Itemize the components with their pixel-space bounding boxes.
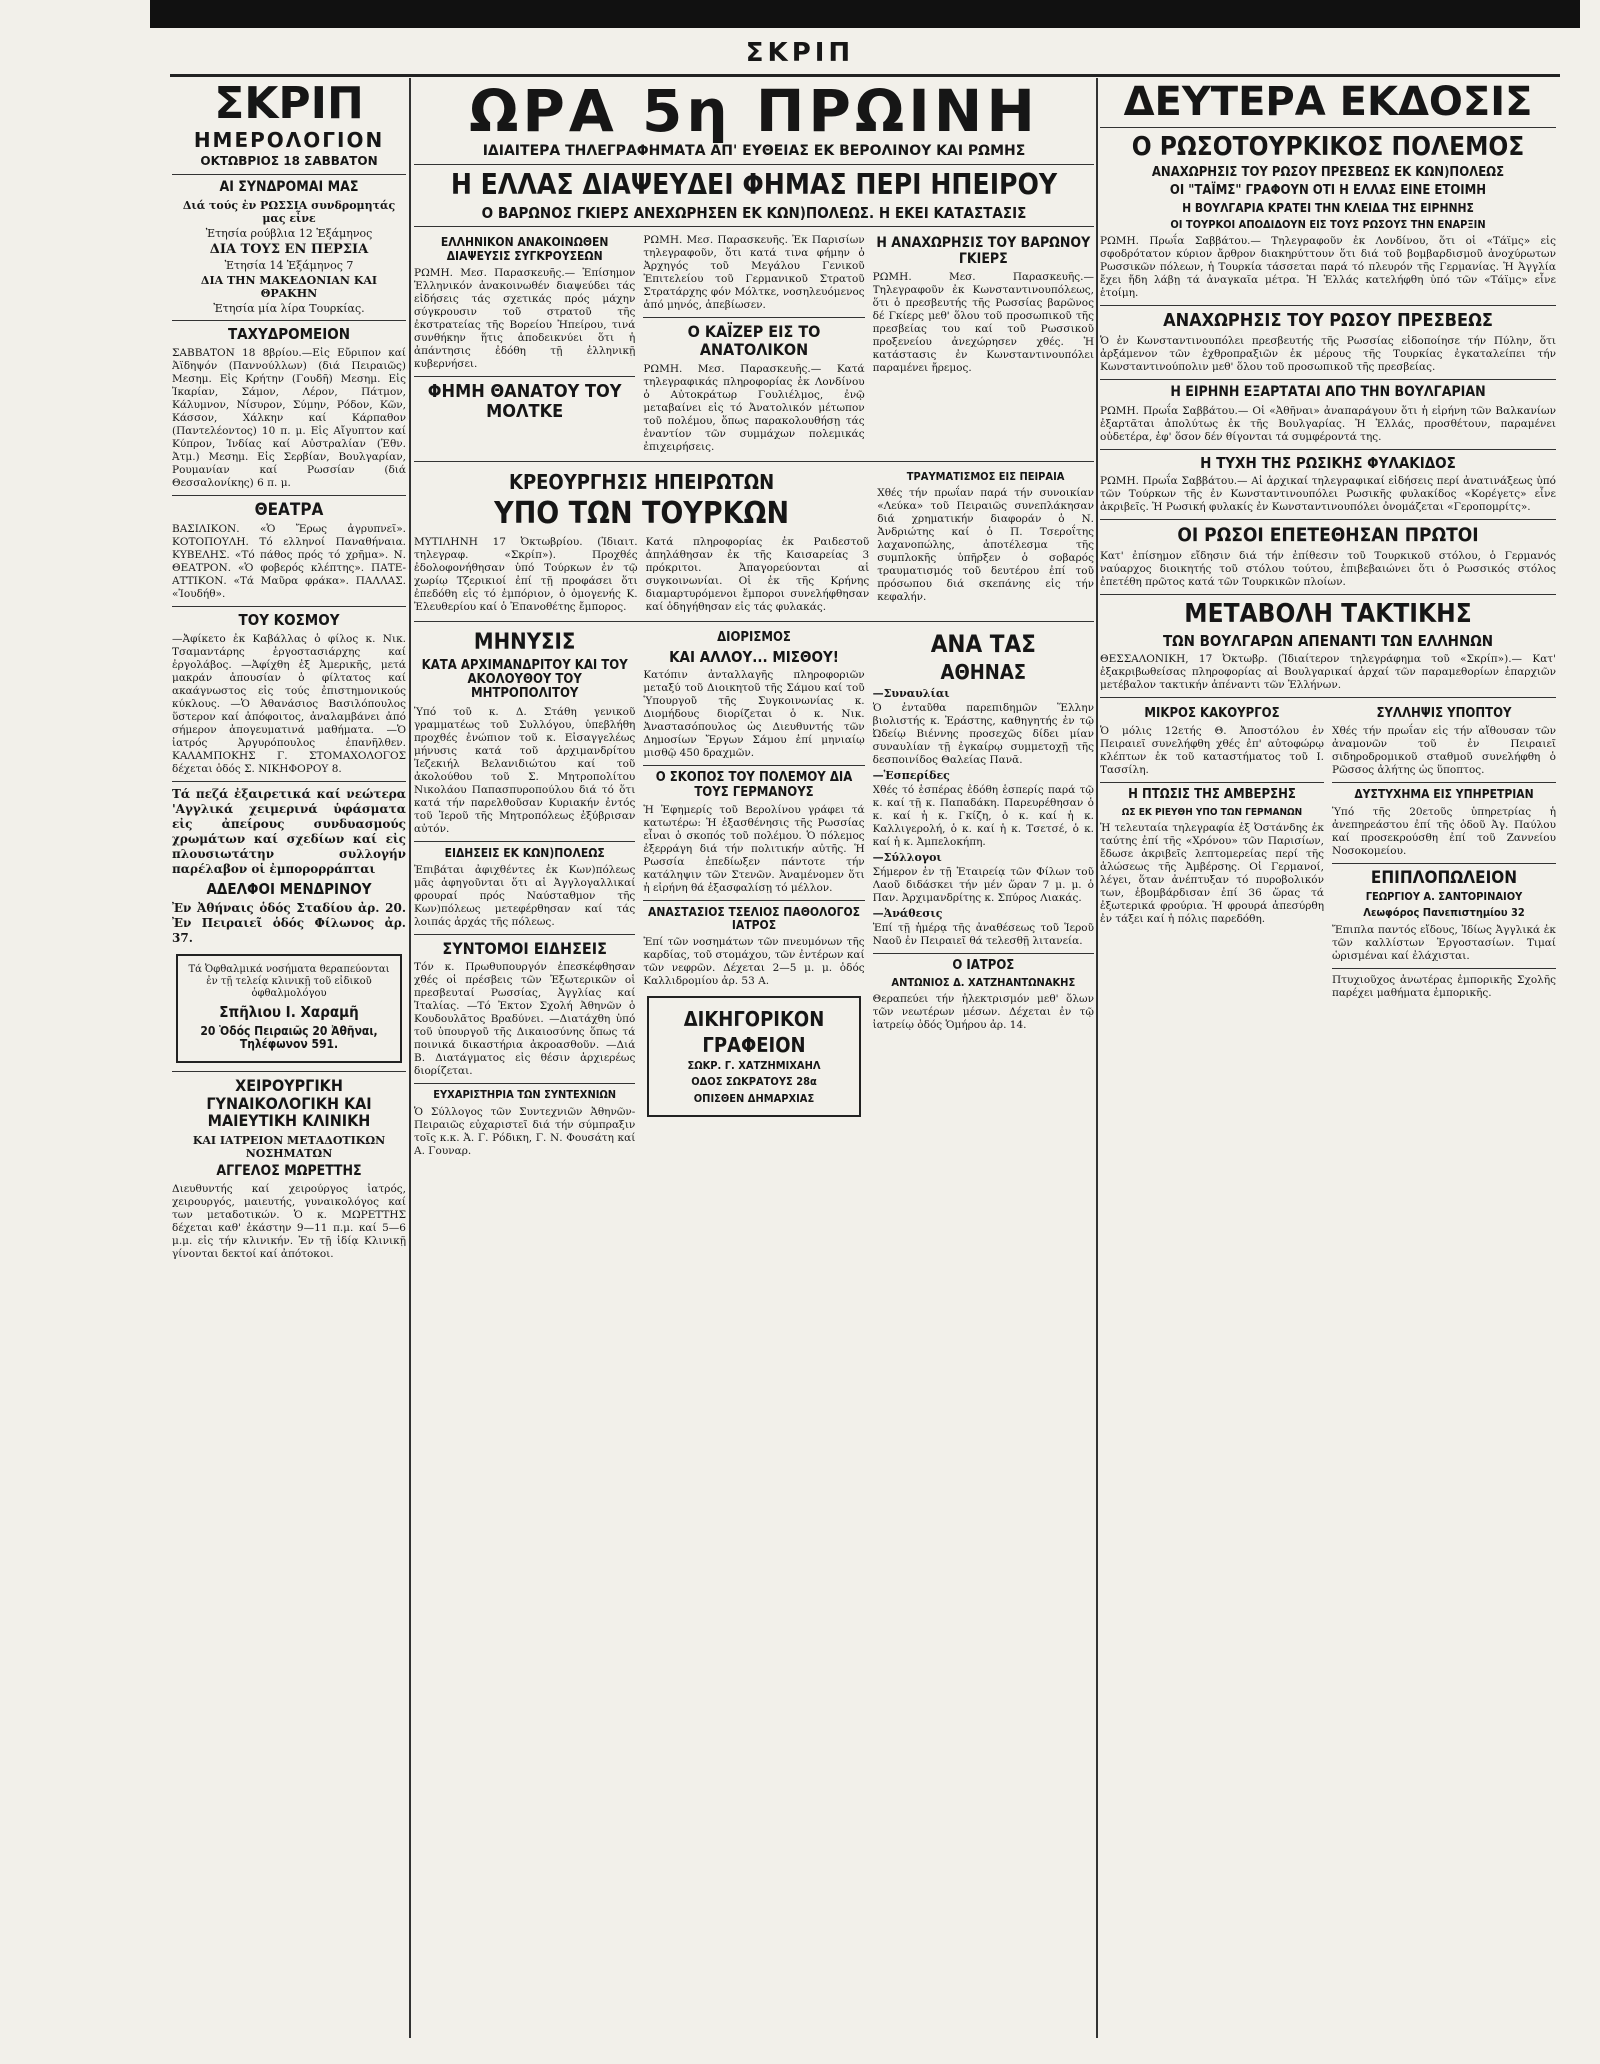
left-column xyxy=(172,82,406,2042)
law-office-heading: ΔΙΚΗΓΟΡΙΚΟΝ xyxy=(683,1007,825,1032)
article-heading: ΚΑΙ ΑΛΛΟΥ... ΜΙΣΘΟΥ! xyxy=(669,647,839,666)
divider xyxy=(1100,379,1556,380)
lower-articles xyxy=(414,627,1094,1160)
article-text: Χθές τήν πρωΐαν παρά τήν συνοικίαν «Λεύκα» τοῦ Πειραιῶς συνεπλάκησαν διά χρηματικήν διαφοράν ὁ Ν. Ἀνδριώτης καί ὁ Π. Τσεροΐτης λαχανοπώλης, ἀποτέλεσμα τῆς συμπλοκῆς ὑπῆρξεν ὁ σοβαρός τραυματισμός τοῦ δευτέρου ἐπί τοῦ πρόσωπου διά σκεπάνης εἰς τήν κεφαλήν. xyxy=(877,486,1094,603)
article-heading: ΑΝΑΧΩΡΗΣΙΣ ΤΟΥ ΡΩΣΟΥ ΠΡΕΣΒΕΩΣ xyxy=(1163,310,1493,332)
divider xyxy=(414,376,635,377)
post-office-text: ΣΑΒΒΑΤΟΝ 18 8βρίου.—Εἰς Εὔριπον καί Ἀϊδηψόν (Παννούλλων) (διά Πειραιῶς) Μεσημ. Εἰς Κρήτην (Γουδῆ) Μεσημ. Εἰς Ἰκαρίαν, Σάμον, Λέρον, Πάτμον, Κάλυμνον, Νίσυρον, Σύμην, Ρόδον, Κῶν, Κάσσον, Χάλκην καί Κάρπαθον (Παντελέοντος) 10 π. μ. Εἰς Αἴγυπτον καί Κύπρον, Ἰνδίας καί Αὐστραλίαν (Ἐθν. Ἀτμ.) Μεσημ. Εἰς Σερβίαν, Βουλγαρίαν, Ρουμανίαν καί Ρωσσίαν (διά Θεσσαλονίκης) 6 π. μ. xyxy=(172,346,406,489)
article-text: ΡΩΜΗ. Μεσ. Παρασκευῆς.— Κατά τηλεγραφικάς πληροφορίας ἐκ Λονδίνου ὁ Αὐτοκράτωρ Γουλιέλμος, ἐνῷ μεταβαίνει εἰς τό Ἀνατολικόν μέτωπον τοῦ πολέμου, ὅπως παρακολουθήσῃ τάς ἐναντίον τῶν συμμάχων πολεμικάς ἐπιχειρήσεις. xyxy=(643,362,865,453)
war-headline: Ο ΡΩΣΟΤΟΥΡΚΙΚΟΣ ΠΟΛΕΜΟΣ xyxy=(1131,132,1525,162)
article-text: Τόν κ. Πρωθυπουργόν ἐπεσκέφθησαν χθές οἱ πρέσβεις τῶν Ἐξωτερικῶν οἱ πρεσβευταί Ρωσσίας, Ἀγγλίας καί Ἰταλίας. —Τό Ἐκτον Σχολή Ἀθηνῶν ὁ Κουδουλᾶτος Βραδύνει. —Διατάχθη ὑπό τοῦ ὑπουργοῦ τῆς Δικαιοσύνης ὅπως τά ποινικά δικαστήρια ἀκροασθοῦν. —Διά Β. Διατάγματος εἰς θέσιν ἀρχιερέως διορίζεται. xyxy=(414,961,636,1078)
article-text: Ὁ Σύλλογος τῶν Συντεχνιῶν Ἀθηνῶν-Πειραιῶς εὐχαριστεῖ διά τήν σύμπραξιν τοῖς κ.κ. Ἀ. Γ. Ρόδικη, Γ. Ν. Φουσάτη καί Α. Γουναρ. xyxy=(414,1105,636,1157)
war-subheadline: ΟΙ ΤΟΥΡΚΟΙ ΑΠΟΔΙΔΟΥΝ ΕΙΣ ΤΟΥΣ ΡΩΣΟΥΣ ΤΗΝ ΕΝΑΡΞΙΝ xyxy=(1170,218,1486,232)
fabrics-ad-address: Ἐν Ἀθήναις ὁδός Σταδίου ἀρ. 20. Ἐν Πειραιεῖ ὁδός Φίλωνος ἀρ. 37. xyxy=(172,901,406,946)
article-text: Κατόπιν ἀνταλλαγῆς πληροφοριῶν μεταξύ τοῦ Διοικητοῦ τῆς Σάμου καί τοῦ Ὑπουργοῦ τῆς Συγκοινωνίας κ. Διομήδους διορίζεται ὁ κ. Νικ. Ἀναστασόπουλος ὡς Διευθυντής τῶν Δημοσίων Ἔργων Σάμου ἐπί μηνιαίῳ μισθῷ 450 δραχμῶν. xyxy=(643,669,865,760)
massacre-body xyxy=(414,534,869,616)
article-text: Χθές τό ἑσπέρας ἐδόθη ἑσπερίς παρά τῷ κ. καί τῇ κ. Παπαδάκη. Παρευρέθησαν ὁ κ. καί ἡ κ. Γκίζη, ὁ κ. καί ἡ κ. Καλλιγερολή, ὁ κ. καί ἡ κ. Τσετσέ, ὁ κ. καί ἡ κ. Ἀμπελοκήπη. xyxy=(872,783,1094,848)
ophthalmology-ad-name: Σπῆλιου Ι. Χαραμῆ xyxy=(219,1003,359,1022)
divider xyxy=(1100,519,1556,520)
article-heading: ΕΙΔΗΣΕΙΣ ΕΚ ΚΩΝ)ΠΟΛΕΩΣ xyxy=(444,845,605,860)
divider xyxy=(1332,782,1556,783)
article-text: Ὁ ἐν Κωνσταντινουπόλει πρεσβευτής τῆς Ρωσσίας εἰδοποίησε τήν Πύλην, ὅτι ἀρξάμενον τῶν ἐχθροπραξιῶν ἐκ μέρους τῆς Τουρκίας ἐγκαταλείπει τήν Κωνσταντινούπολιν μεθ' ὅλου τοῦ προσωπικοῦ τῆς πρεσβείας. xyxy=(1100,335,1556,374)
clinic-doctor: ΑΓΓΕΛΟΣ ΜΩΡΕΤΤΗΣ xyxy=(216,1163,362,1180)
war-subheadline: ΟΙ "ΤΑΪΜΣ" ΓΡΑΦΟΥΝ ΟΤΙ Η ΕΛΛΑΣ ΕΙΝΕ ΕΤΟΙΜΗ xyxy=(1169,182,1487,198)
divider xyxy=(414,164,1094,165)
law-office-note: ΟΠΙΣΘΕΝ ΔΗΜΑΡΧΙΑΣ xyxy=(693,1091,815,1105)
divider xyxy=(414,934,635,935)
divider xyxy=(1100,594,1556,595)
divider xyxy=(643,317,864,318)
article-heading: Η ΑΝΑΧΩΡΗΣΙΣ ΤΟΥ ΒΑΡΩΝΟΥ ΓΚΙΕΡΣ xyxy=(876,235,1091,267)
article-text: ΘΕΣΣΑΛΟΝΙΚΗ, 17 Ὀκτωβρ. (Ἰδιαίτερον τηλεγράφημα τοῦ «Σκρίπ»).— Κατ' ἐξακριβωθείσας πληροφορίας αἱ Βουλγαρικαί ἀρχαί τῶν παραμεθορίων ἐπαρχιῶν μετέβαλον τακτικήν ἀπέναντι τῶν Ἑλλήνων. xyxy=(1100,653,1556,692)
article-heading: Ο ΣΚΟΠΟΣ ΤΟΥ ΠΟΛΕΜΟΥ ΔΙΑ ΤΟΥΣ ΓΕΡΜΑΝΟΥΣ xyxy=(655,770,853,800)
divider xyxy=(414,621,1094,622)
article-text: Ὑπό τοῦ κ. Δ. Στάθη γενικοῦ γραμματέως τοῦ Συλλόγου, ὑπεβλήθη προχθές ἐνώπιον τοῦ κ. Εἰσαγγελέως μήνυσις κατά τοῦ ἀρχιμανδρίτου Ἰεζεκιήλ Βελανιδιώτου καί τοῦ ἀκολούθου τοῦ Σ. Μητροπολίτου Νικολάου Παπασπυροπούλου διά τό ὅτι κατά τήν παρελθοῦσαν Κυριακήν ἐντός τοῦ Ἱεροῦ τῆς Μητροπόλεως ἐξύβρισαν αὐτόν. xyxy=(414,705,636,835)
society-heading: ΤΟΥ ΚΟΣΜΟΥ xyxy=(238,611,340,630)
article-heading: ΜΗΝΥΣΙΣ xyxy=(473,629,576,655)
article-text: Ὁ μόλις 12ετής Θ. Ἀποστόλου ἐν Πειραιεῖ συνελήφθη χθές ἐπ' αὐτοφώρῳ κλέπτων ἐκ τοῦ καταστήματος τοῦ Ι. Τασσίλη. xyxy=(1100,725,1324,777)
law-office-address: ΟΔΟΣ ΣΩΚΡΑΤΟΥΣ 28α xyxy=(691,1075,817,1089)
top-rule xyxy=(170,74,1560,77)
article-text: Θεραπεύει τήν ἠλεκτρισμόν μεθ' ὅλων τῶν νεωτέρων μέσων. Δέχεται ἐν τῷ ἰατρείῳ ὁδός Ὁμήρου ἀρ. 14. xyxy=(872,993,1094,1032)
article-text: Ἐπιβάται ἀφιχθέντες ἐκ Κων)πόλεως μᾶς ἀφηγοῦνται ὅτι αἱ Ἀγγλογαλλικαί φρουραί πρός Ναύσταθμον τῆς Κων)πόλεως μετεφέρθησαν καί τάς λοιπάς ἀρχάς τῆς πόλεως. xyxy=(414,863,636,928)
article-heading: ΔΙΟΡΙΣΜΟΣ xyxy=(717,629,791,645)
article-heading: ΑΝΑΣΤΑΣΙΟΣ ΤΣΕΛΙΟΣ ΠΑΘΟΛΟΓΟΣ ΙΑΤΡΟΣ xyxy=(647,904,861,933)
law-office-ad xyxy=(647,996,860,1116)
massacre-section xyxy=(414,467,1094,616)
divider xyxy=(643,900,864,901)
furniture-ad-name: ΓΕΩΡΓΙΟΥ Α. ΣΑΝΤΟΡΙΝΑΙΟΥ xyxy=(1365,890,1523,904)
top-articles xyxy=(414,232,1094,455)
divider xyxy=(1100,305,1556,306)
date-line: ΟΚΤΩΒΡΙΟΣ 18 ΣΑΒΒΑΤΟΝ xyxy=(200,154,378,168)
article-heading: Ο ΙΑΤΡΟΣ xyxy=(952,957,1015,973)
furniture-ad-heading: ΕΠΙΠΛΟΠΩΛΕΙΟΝ xyxy=(1370,867,1518,888)
subscriptions-line: ΔΙΑ ΤΟΥΣ ΕΝ ΠΕΡΣΙΑ xyxy=(209,242,369,258)
divider xyxy=(873,953,1094,954)
article-heading: ΣΥΝΤΟΜΟΙ ΕΙΔΗΣΕΙΣ xyxy=(442,938,607,958)
article-text: Ἡ τελευταία τηλεγραφία ἐξ Ὀστάνδης ἐκ ταύτης ἐπί τῆς «Χρόνου» τῶν Παρισίων, ἔδωσε ἀκριβεῖς λεπτομερείας περί τῆς ἁλώσεως τῆς Ἀμβέρσης. Οἱ Γερμανοί, λέγει, ὅταν ἀνέπτυξαν τό πυροβολικόν των, ἐβομβάρδισαν ἐπί 36 ὥρας τά ἐξωτερικά φρούρια. Ἡ φρουρά ἀπεσύρθη ἐν τάξει καί ἡ πόλις παρεδόθη. xyxy=(1100,821,1324,925)
page-masthead: ΣΚΡΙΠ xyxy=(745,38,855,68)
article-text: ΜΥΤΙΛΗΝΗ 17 Ὀκτωβρίου. (Ἰδιαιτ. τηλεγραφ. «Σκρίπ»). Προχθές ἐδολοφονήθησαν ὑπό Τούρκων ἐν τῷ χωρίῳ Τζερικιοί ἐπί τῇ προφάσει ὅτι ἐπεδόθη εἰς τό ἐμπόριον, ὁ ὁμογενής Κ. Ἐλευθερίου καί ὁ Ἐπανοθέτης ἔμπορος. xyxy=(414,535,638,613)
subscriptions-line: Διά τούς ἐν ΡΩΣΣΙΑ συνδρομητάς μας εἶνε xyxy=(182,199,396,226)
headline-epirus-sub: Ο ΒΑΡΩΝΟΣ ΓΚΙΕΡΣ ΑΝΕΧΩΡΗΣΕΝ ΕΚ ΚΩΝ)ΠΟΛΕΩΣ. Η ΕΚΕΙ ΚΑΤΑΣΤΑΣΙΣ xyxy=(481,203,1027,222)
divider xyxy=(172,174,406,175)
divider xyxy=(414,461,1094,462)
article-text: Ἐπί τῇ ἡμέρᾳ τῆς ἀναθέσεως τοῦ Ἱεροῦ Ναοῦ ἐν Πειραιεῖ θά τελεσθῇ λιτανεία. xyxy=(872,921,1094,947)
article-text: ΡΩΜΗ. Μεσ. Παρασκευῆς. Ἐκ Παρισίων τηλεγραφοῦν, ὅτι κατά τινα φήμην ὁ Ἀρχηγός τοῦ Μεγάλου Γενικοῦ Ἐπιτελείου τοῦ Γερμανικοῦ Στρατοῦ Στρατάρχης φόν Μόλτκε, νοσηλευόμενος ἀπό μηνός, ἀπεβίωσεν. xyxy=(643,234,865,312)
right-lower-articles xyxy=(1100,703,1556,1001)
war-subheadline: ΑΝΑΧΩΡΗΣΙΣ ΤΟΥ ΡΩΣΟΥ ΠΡΕΣΒΕΩΣ ΕΚ ΚΩΝ)ΠΟΛΕΩΣ xyxy=(1151,164,1505,180)
law-office-name: ΣΩΚΡ. Γ. ΧΑΤΖΗΜΙΧΑΗΛ xyxy=(687,1059,821,1073)
article-heading: ΚΑΤΑ ΑΡΧΙΜΑΝΔΡΙΤΟΥ ΚΑΙ ΤΟΥ ΑΚΟΛΟΥΘΟΥ ΤΟΥ ΜΗΤΡΟΠΟΛΙΤΟΥ xyxy=(421,657,628,702)
divider xyxy=(1332,863,1556,864)
law-office-heading-2: ΓΡΑΦΕΙΟΝ xyxy=(702,1033,806,1058)
article-heading: ΔΥΣΤΥΧΗΜΑ ΕΙΣ ΥΠΗΡΕΤΡΙΑΝ xyxy=(1354,787,1534,802)
divider xyxy=(172,320,406,321)
article-heading: Η ΤΥΧΗ ΤΗΣ ΡΩΣΙΚΗΣ ΦΥΛΑΚΙΔΟΣ xyxy=(1200,453,1456,472)
massacre-heading: ΚΡΕΟΥΡΓΗΣΙΣ ΗΠΕΙΡΩΤΩΝ xyxy=(509,469,775,494)
article-heading: ΣΥΛΛΗΨΙΣ ΥΠΟΠΤΟΥ xyxy=(1376,706,1512,722)
tactics-subheadline: ΤΩΝ ΒΟΥΛΓΑΡΩΝ ΑΠΕΝΑΝΤΙ ΤΩΝ ΕΛΛΗΝΩΝ xyxy=(1162,631,1494,650)
furniture-ad-text: Ἔπιπλα παντός εἴδους, Ἰδίως Ἀγγλικά ἐκ τῶν καλλίστων Ἐργοστασίων. Τιμαί ὡρισμέναι καί ἐλάχισται. xyxy=(1332,923,1556,962)
article-heading: ΕΛΛΗΝΙΚΟΝ ΑΝΑΚΟΙΝΩΘΕΝ ΔΙΑΨΕΥΣΙΣ ΣΥΓΚΡΟΥΣΕΩΝ xyxy=(440,235,609,263)
article-heading: ΜΙΚΡΟΣ ΚΑΚΟΥΡΓΟΣ xyxy=(1144,706,1280,722)
top-black-bar xyxy=(150,0,1580,28)
ophthalmology-ad xyxy=(176,954,402,1063)
article-heading: ΤΡΑΥΜΑΤΙΣΜΟΣ ΕΙΣ ΠΕΙΡΑΙΑ xyxy=(906,469,1065,483)
article-text: ΡΩΜΗ. Πρωΐα Σαββάτου.— Αἱ ἀρχικαί τηλεγραφικαί εἰδήσεις περί ἀνατινάξεως ὑπό τῶν Τούρκων τῆς ἐν Κωνσταντινουπόλει Ρωσικῆς φυλακίδος «Κορέγετς» εἶνε ἀκριβεῖς. Ἡ Ρωσική φυλακίς ἐν Κωνσταντινουπόλει ὀνομάζεται «Γεροπομρίτς». xyxy=(1100,475,1556,514)
divider xyxy=(414,226,1094,227)
article-text: ΡΩΜΗ. Μεσ. Παρασκευῆς.— Τηλεγραφοῦν ἐκ Κωνσταντινουπόλεως, ὅτι ὁ πρεσβευτής τῆς Ρωσσίας βαρῶνος δέ Γκίερς μεθ' ὅλου τοῦ προσωπικοῦ τῆς πρεσβείας του καί τοῦ Ρωσσικοῦ προξενείου ἀνεχώρησεν χθές. Ἡ κατάστασις ἐν Κωνσταντινουπόλει παραμένει ἤρεμος. xyxy=(872,271,1094,375)
calendar-title: ΗΜΕΡΟΛΟΓΙΟΝ xyxy=(193,128,385,152)
article-text: Ὑπό τῆς 20ετοῦς ὑπηρετρίας ἡ ἀνεπηρεάστου ἐπί τῆς ὁδοῦ Ἀγ. Παύλου καί προσεκρούσθη ἐπί τοῦ Ζαννείου Νοσοκομείου. xyxy=(1332,805,1556,857)
article-text: ΡΩΜΗ. Πρωΐα Σαββάτου.— Οἱ «Ἀθῆναι» ἀναπαράγουν ὅτι ἡ εἰρήνη τῶν Βαλκανίων ἐξαρτᾶται ἀπολύτως ἐκ τῆς Βουλγαρίας. Ἡ Ἑλλάς, προσθέτουν, παραμένει οὐδετέρα, ἐφ' ὅσον δέν θίγονται τά συμφέροντά της. xyxy=(1100,404,1556,443)
article-heading: ΦΗΜΗ ΘΑΝΑΤΟΥ ΤΟΥ ΜΟΛΤΚΕ xyxy=(427,380,622,422)
article-text: Ἡ Ἐφημερίς τοῦ Βερολίνου γράφει τά κατωτέρω: Ἡ ἐξασθένησις τῆς Ρωσσίας εἶναι ὁ σκοπός τοῦ πολέμου. Ὁ πόλεμος ἐξερράγη διά τήν πολιτικήν αὐτῆς. Ἡ Ρωσσία ἐπεδίωξεν πάντοτε τήν κατάληψιν τῶν Στενῶν. Ἀναμένομεν ὅτι ἡ εἰρήνη θά ἐξασφαλίσῃ τό μέλλον. xyxy=(643,803,865,894)
divider xyxy=(1100,697,1556,698)
athens-heading-2: ΑΘΗΝΑΣ xyxy=(940,659,1027,684)
article-heading: ΟΙ ΡΩΣΟΙ ΕΠΕΤΕΘΗΣΑΝ ΠΡΩΤΟΙ xyxy=(1177,524,1479,547)
article-subheading: ΩΣ ΕΚ ΡΙΕΥΘΗ ΥΠΟ ΤΩΝ ΓΕΡΜΑΝΩΝ xyxy=(1121,806,1303,818)
divider xyxy=(172,606,406,607)
article-heading: ΕΥΧΑΡΙΣΤΗΡΙΑ ΤΩΝ ΣΥΝΤΕΧΝΙΩΝ xyxy=(433,1088,617,1102)
divider xyxy=(1332,968,1556,969)
athens-heading: ΑΝΑ ΤΑΣ xyxy=(930,629,1036,658)
theatres-heading: ΘΕΑΤΡΑ xyxy=(254,499,324,520)
furniture-ad-address: Λεωφόρος Πανεπιστημίου 32 xyxy=(1363,906,1525,920)
massacre-heading-2: ΥΠΟ ΤΩΝ ΤΟΥΡΚΩΝ xyxy=(494,495,790,531)
second-edition-banner: ΔΕΥΤΕΡΑ ΕΚΔΟΣΙΣ xyxy=(1123,82,1533,125)
article-text: Ὁ ἐνταῦθα παρεπιδημῶν Ἕλλην βιολιστής κ. Ἐράστης, καθηγητής ἐν τῷ Ὠδείῳ Βιέννης προσεχῶς δίδει μίαν συναυλίαν τῇ ἐγκαίρῳ συμμετοχῇ τῆς δεσποινίδος Θαλείας Πανᾶ. xyxy=(872,701,1094,766)
center-column xyxy=(414,82,1094,2042)
divider xyxy=(643,765,864,766)
war-subheadline: Η ΒΟΥΛΓΑΡΙΑ ΚΡΑΤΕΙ ΤΗΝ ΚΛΕΙΔΑ ΤΗΣ ΕΙΡΗΝΗΣ xyxy=(1182,201,1474,216)
article-heading: ΑΝΤΩΝΙΟΣ Δ. ΧΑΤΖΗΑΝΤΩΝΑΚΗΣ xyxy=(891,976,1076,990)
athens-subheading: —Ἑσπερίδες xyxy=(872,768,950,782)
column-title: ΣΚΡΙΠ xyxy=(214,82,364,129)
main-banner-subtitle: ΙΔΙΑΙΤΕΡΑ ΤΗΛΕΓΡΑΦΗΜΑΤΑ ΑΠ' ΕΥΘΕΙΑΣ ΕΚ ΒΕΡΟΛΙΝΟΥ ΚΑΙ ΡΩΜΗΣ xyxy=(482,143,1026,159)
theatres-text: ΒΑΣΙΛΙΚΟΝ. «Ὁ Ἔρως ἀγρυπνεῖ». ΚΟΤΟΠΟΥΛΗ. Τό ελληνοί Παναθήναια. ΚΥΒΕΛΗΣ. «Τό πάθος πρός τό χρῆμα». Ν. ΘΕΑΤΡΟΝ. «Ὁ φοβερός κλέπτης». ΠΑΤΕ- ΑΤΤΙΚΟΝ. «Τά Μαῦρα φράκα». ΠΑΛΛΑΣ. «Ἰουδήθ». xyxy=(172,523,406,601)
society-text: —Ἀφίκετο ἐκ Καβάλλας ὁ φίλος κ. Νικ. Τσαμαντάρης ἐργοστασιάρχης καί ἐργολάβος. —Ἀφίχθη ἐξ Ἀμερικῆς, μετά μακράν ἀπουσίαν ὁ φίλτατος καί ακαάγνωστος εἰς τούς ἐπιστημονικούς κύκλους. —Ὁ Ἀθανάσιος Βασιλόπουλος ὕστερον καί ἀπόφοιτος, ἀναλαμβάνει ἀπό σήμερον ἀπογευματινά μαθήματα. —Ὁ ἰατρός Ἀργυρόπουλος ἐπανῆλθεν. ΚΑΛΑΜΠΟΚΗΣ Γ. ΣΤΟΜΑΧΟΛΟΓΟΣ δέχεται ὁδός Σ. ΝΙΚΗΦΟΡΟΥ 8. xyxy=(172,632,406,775)
article-text: Χθές τήν πρωΐαν εἰς τήν αἴθουσαν τῶν ἀναμονῶν τοῦ ἐν Πειραιεῖ σιδηροδρομικοῦ σταθμοῦ συνελήφθη ὁ Ρῶσσος ἀλήτης ὡς ὕποπτος. xyxy=(1332,725,1556,777)
divider xyxy=(414,841,635,842)
article-text: ΡΩΜΗ. Μεσ. Παρασκευῆς.— Ἐπίσημον Ἑλληνικόν ἀνακοινωθέν διαψεύδει τάς εἰδήσεις τάς σχετικάς πρός μάχην σύγκρουσιν τοῦ στρατοῦ τῆς ἐκστρατείας τῆς Βορείου Ἠπείρου, τινά συνθήκην ἥτις ἀποδεικνύει ὅτι ἡ ἀπάντησις ἐδόθη τῇ ἐλληνικῇ κυβερνήσει. xyxy=(414,266,636,370)
article-text: Σήμερον ἐν τῇ Ἑταιρείᾳ τῶν Φίλων τοῦ Λαοῦ διδάσκει τήν μέν ὥραν 7 μ. μ. ὁ Παν. Ἀρχιμανδρίτης κ. Σπύρος Λιακάς. xyxy=(872,865,1094,904)
article-heading: Ο ΚΑΪΖΕΡ ΕΙΣ ΤΟ ΑΝΑΤΟΛΙΚΟΝ xyxy=(687,322,821,359)
clinic-heading: ΧΕΙΡΟΥΡΓΙΚΗ ΓΥΝΑΙΚΟΛΟΓΙΚΗ ΚΑΙ ΜΑΙΕΥΤΙΚΗ ΚΛΙΝΙΚΗ xyxy=(206,1076,372,1131)
subscriptions-line: Ἐτησία μία λίρα Τουρκίας. xyxy=(213,302,365,316)
main-banner: ΩΡΑ 5η ΠΡΩΙΝΗ xyxy=(469,82,1039,145)
subscriptions-line: ΔΙΑ ΤΗΝ ΜΑΚΕΔΟΝΙΑΝ ΚΑΙ ΘΡΑΚΗΝ xyxy=(200,274,378,301)
column-rule-2 xyxy=(1096,78,1098,2038)
column-rule-1 xyxy=(409,78,411,2038)
fabrics-ad-name: ΑΔΕΛΦΟΙ ΜΕΝΔΡΙΝΟΥ xyxy=(206,879,372,898)
headline-epirus: Η ΕΛΛΑΣ ΔΙΑΨΕΥΔΕΙ ΦΗΜΑΣ ΠΕΡΙ ΗΠΕΙΡΟΥ xyxy=(450,168,1058,202)
article-text: Κατά πληροφορίας ἐκ Ραιδεστοῦ ἀπηλάθησαν ἐκ τῆς Καισαρείας 3 πρόκριτοι. Ἀπαγορεύονται αἱ συγκοινωνίαι. Οἱ ἐκ τῆς Κρήνης διαμαρτυρόμενοι ἔμποροι συνελήφθησαν καί ὁδηγήθησαν εἰς τάς φυλακάς. xyxy=(645,535,870,613)
clinic-subheading: ΚΑΙ ΙΑΤΡΕΙΟΝ ΜΕΤΑΔΟΤΙΚΩΝ ΝΟΣΗΜΑΤΩΝ xyxy=(192,1134,386,1161)
divider xyxy=(1100,449,1556,450)
subscriptions-line: Ἐτησία 14 Ἑξάμηνος 7 xyxy=(224,259,354,273)
right-column xyxy=(1100,82,1556,2042)
clinic-text: Διευθυντής καί χειρούργος ἰατρός, χειρουργός, μαιευτής, γυναικολόγος καί των μεταδοτικών. Ὁ κ. ΜΩΡΕΤΤΗΣ δέχεται καθ' ἑκάστην 9—11 π.μ. καί 5—6 μ.μ. εἰς τήν κλινικήν. Ἐν τῇ ἰδίᾳ Κλινικῇ γίνονται δεκτοί καί ἀπότοκοι. xyxy=(172,1183,406,1261)
article-text: ΡΩΜΗ. Πρωΐα Σαββάτου.— Τηλεγραφοῦν ἐκ Λονδίνου, ὅτι οἱ «Τάϊμς» εἰς σφοδρότατον κύριον ἄρθρον διακηρύττουν ὅτι διά τοῦ βομβαρδισμοῦ ἀνοχύρωτων Ρωσσικῶν πόλεων, ἡ Τουρκία τάσσεται παρά τό πλευρόν τῆς Γερμανίας. Ἡ Ἀγγλία ἔχει ἤδη λάβῃ τά ἀναγκαῖα μέτρα. Ἡ Ἑλλάς κατελήφθη ὑπό τῶν «Τάϊμς» εἶνε ἑτοίμη. xyxy=(1100,235,1556,300)
divider xyxy=(1100,782,1324,783)
article-heading: Η ΕΙΡΗΝΗ ΕΞΑΡΤΑΤΑΙ ΑΠΟ ΤΗΝ ΒΟΥΛΓΑΡΙΑΝ xyxy=(1170,384,1486,401)
ophthalmology-ad-text: Τά Ὀφθαλμικά νοσήματα θεραπεύονται ἐν τῇ τελείᾳ κλινικῇ τοῦ εἰδικοῦ ὀφθαλμολόγου xyxy=(188,964,390,1000)
article-heading: Η ΠΤΩΣΙΣ ΤΗΣ ΑΜΒΕΡΣΗΣ xyxy=(1128,787,1296,803)
post-office-heading: ΤΑΧΥΔΡΟΜΕΙΟΝ xyxy=(227,325,351,344)
athens-subheading: —Σύλλογοι xyxy=(872,850,942,864)
divider xyxy=(1100,127,1556,128)
fabrics-ad-text: Τά πεζά ἐξαιρετικά καί νεώτερα 'Αγγλικά χειμερινά ὑφάσματα εἰς ἀπείρους συνδυασμούς χρωμάτων καί σχεδίων καί εἰς πλουσιωτάτην συλλογήν παρέλαβον οἱ ἐμπορορράπται xyxy=(172,786,406,876)
article-text: Κατ' ἐπίσημον εἴδησιν διά τήν ἐπίθεσιν τοῦ Τουρκικοῦ στόλου, ὁ Γερμανός ναύαρχος διοικητής τοῦ στόλου τούτου, ἐπιβεβαιώνει ὅτι ὁ Ρωσσικός στόλος ἐπετέθη πρῶτος κατά τῶν Τουρκικῶν πλοίων. xyxy=(1100,550,1556,589)
divider xyxy=(172,781,406,782)
divider xyxy=(414,1083,635,1084)
divider xyxy=(172,495,406,496)
subscriptions-line: Ἐτησία ρούβλια 12 Ἑξάμηνος xyxy=(205,227,373,241)
article-text: Ἐπί τῶν νοσημάτων τῶν πνευμόνων τῆς καρδίας, τοῦ στομάχου, τῶν ἐντέρων καί τῶν νεφρῶν. Δέχεται 2—5 μ. μ. ὁδός Καλλιδρομίου ἀρ. 53 Α. xyxy=(643,936,865,988)
ophthalmology-ad-address: 20 Ὁδός Πειραιῶς 20 Ἀθῆναι, Τηλέφωνον 591. xyxy=(200,1023,378,1052)
subscriptions-heading: ΑΙ ΣΥΝΔΡΟΜΑΙ ΜΑΣ xyxy=(219,178,359,195)
athens-subheading: —Συναυλίαι xyxy=(872,686,950,700)
article-text: Πτυχιοῦχος ἀνωτέρας ἐμπορικῆς Σχολῆς παρέχει μαθήματα ἐμπορικῆς. xyxy=(1332,973,1556,999)
tactics-headline: ΜΕΤΑΒΟΛΗ ΤΑΚΤΙΚΗΣ xyxy=(1184,599,1472,630)
athens-subheading: —Ἀνάθεσις xyxy=(872,906,943,920)
divider xyxy=(172,1071,406,1072)
